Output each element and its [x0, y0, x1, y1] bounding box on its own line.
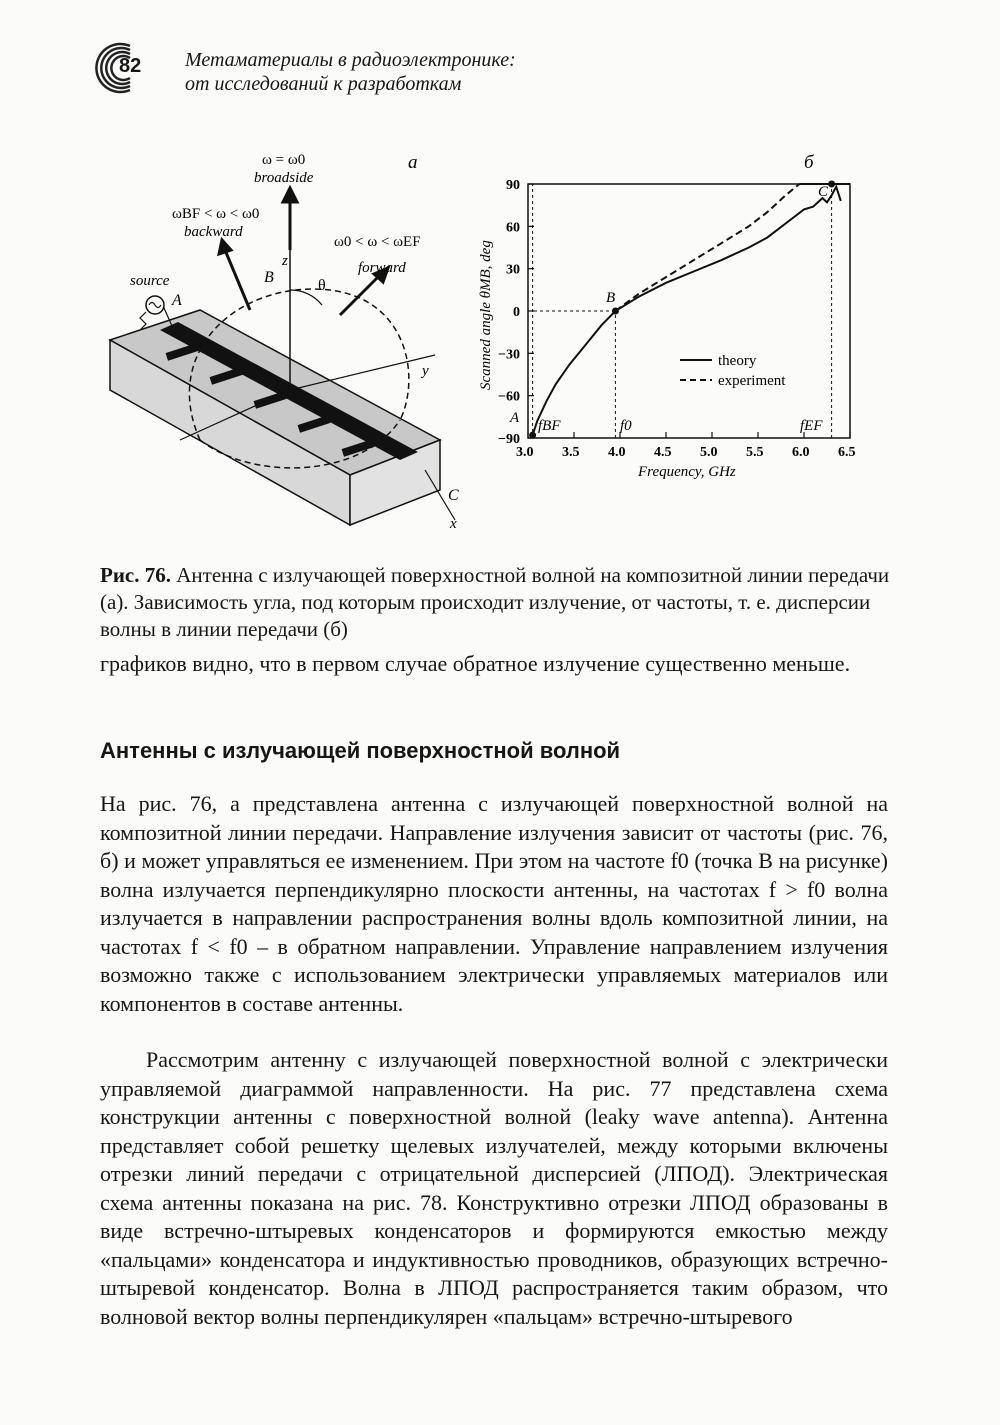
forward-label: forward [358, 260, 406, 276]
y-tick-label: −90 [498, 432, 520, 447]
y-tick-label: −30 [498, 347, 520, 363]
legend-theory: theory [718, 353, 757, 369]
running-title-line2: от исследований к разработкам [185, 73, 462, 95]
panel-b-label: б [804, 152, 814, 173]
y-tick-label: −60 [498, 389, 520, 405]
legend-experiment: experiment [718, 373, 786, 389]
running-title [185, 48, 516, 96]
x-tick-label: 5.5 [746, 445, 764, 460]
backward-eq-label: ωBF < ω < ω0 [172, 206, 260, 222]
marker-C [828, 181, 835, 188]
y-tick-label: 30 [506, 262, 520, 278]
broadside-eq-label: ω = ω0 [262, 152, 306, 168]
series-experiment [615, 184, 799, 311]
x-tick-label: 6.5 [838, 445, 856, 460]
backward-label: backward [184, 224, 243, 240]
page-number: 82 [119, 55, 142, 77]
antenna-diagram [100, 150, 500, 540]
theta-label: θ [318, 277, 326, 294]
x-axis-label: Frequency, GHz [638, 464, 736, 480]
f0-label: f0 [620, 418, 632, 434]
broadside-label: broadside [254, 170, 314, 186]
x-tick-label: 6.0 [792, 445, 810, 460]
running-title-line1: Метаматериалы в радиоэлектронике: [185, 49, 516, 71]
intro-paragraph: графиков видно, что в первом случае обратное излучение существенно меньше. [100, 651, 851, 676]
axis-z-label: z [282, 253, 288, 269]
panel-a-label: а [408, 152, 418, 173]
fef-label: fEF [800, 418, 823, 434]
axis-y-label: y [422, 363, 429, 379]
source-label: source [130, 273, 170, 289]
point-c-label: C [448, 487, 459, 504]
axis-x-label: x [450, 516, 457, 532]
chart-point-a-label: A [510, 410, 520, 426]
x-tick-label: 3.0 [516, 445, 534, 460]
y-tick-label: 90 [506, 178, 520, 193]
fbf-label: fBF [538, 418, 561, 434]
x-tick-label: 4.0 [608, 445, 626, 460]
paragraph-2: Рассмотрим антенну с излучающей поверхностной волной с электрически управляемой диаграммой направленности. На рис. 77 представлена схема конструкции антенны с поверхностной волной (leaky wave antenna). Антенна представляет собой решетку щелевых излучателей, между которыми включены отрезки линий передачи с отрицательной дисперсией (ЛПОД). Электрическая схема антенны показана на рис. 78. Конструктивно отрезки ЛПОД образованы в виде встречно-штыревых конденсаторов и формируются емкостью между «пальцами» конденсатора и индуктивностью проводников, образующих встречно-штыревой конденсатор. Волна в ЛПОД распространяется таким образом, что волновой вектор волны перпендикулярен «пальцам» встречно-штыревого [100, 1047, 888, 1329]
y-tick-label: 60 [506, 220, 520, 236]
section-heading: Антенны с излучающей поверхностной волной [100, 738, 621, 763]
x-tick-label: 4.5 [654, 445, 672, 460]
y-axis-label: Scanned angle θMB, deg [478, 240, 494, 390]
chart-point-b-label: B [606, 290, 616, 306]
figure-caption [100, 562, 890, 643]
caption-label: Рис. 76. [100, 563, 171, 587]
marker-B [612, 308, 619, 315]
dispersion-chart [470, 150, 890, 490]
x-tick-label: 3.5 [562, 445, 580, 460]
forward-eq-label: ω0 < ω < ωEF [334, 234, 421, 250]
marker-A [529, 432, 536, 439]
point-a-label: A [172, 292, 182, 309]
paragraph-1: На рис. 76, а представлена антенна с излучающей поверхностной волной на композитной линии передачи. Направление излучения зависит от частоты (рис. 76, б) и может управляться ее изменением. При этом на частоте f0 (точка В на рисунке) волна излучается перпендикулярно плоскости антенны, на частотах f > f0 волна излучается в направлении распространения волны вдоль композитной линии, на частотах f < f0 – в обратном направлении. Управление направлением излучения возможно также с использованием электрически управляемых материалов или компонентов в составе антенны. [100, 791, 888, 1016]
y-tick-label: 0 [513, 305, 520, 320]
caption-text: Антенна с излучающей поверхностной волной на композитной линии передачи (а). Зависимость угла, под которым происходит излучение, от частоты, т. е. дисперсии волны в линии передачи (б) [100, 563, 890, 641]
x-tick-label: 5.0 [700, 445, 718, 460]
chart-point-c-label: C [818, 184, 829, 200]
point-b-label: B [264, 269, 274, 286]
